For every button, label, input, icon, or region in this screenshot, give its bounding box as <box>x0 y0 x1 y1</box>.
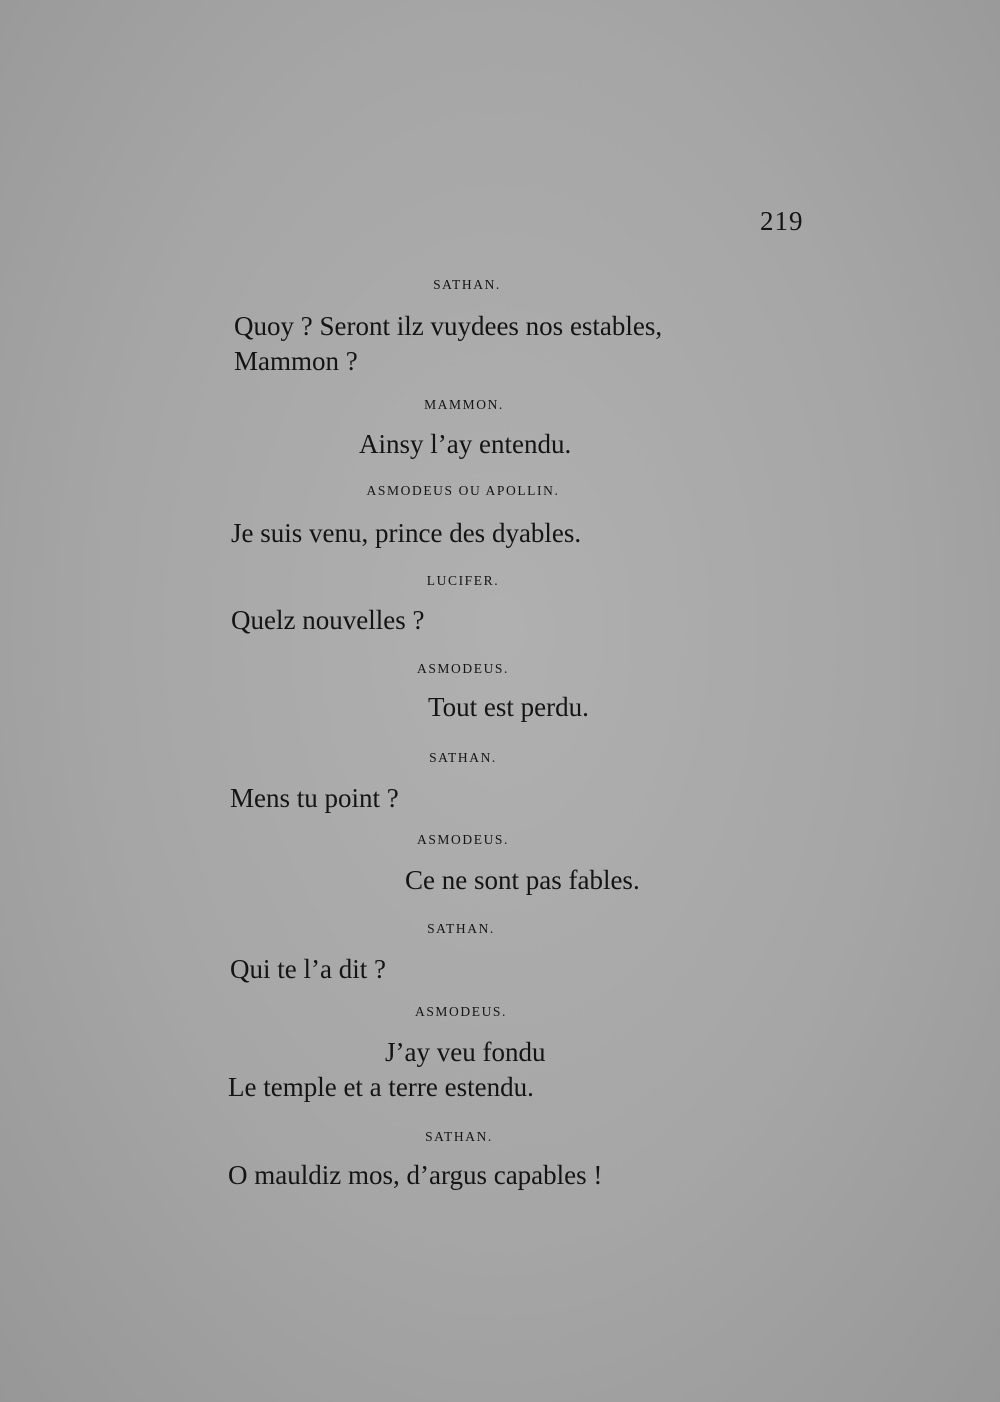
speaker-name: SATHAN. <box>425 1129 493 1144</box>
verse-line: Mammon ? <box>234 346 358 376</box>
verse-line: Qui te l’a dit ? <box>230 954 386 984</box>
speaker-name: ASMODEUS. <box>416 661 510 676</box>
verse-line: Quelz nouvelles ? <box>231 605 425 635</box>
verse-line: Ce ne sont pas fables. <box>405 865 640 895</box>
verse-line: J’ay veu fondu <box>385 1037 546 1067</box>
verse-line: Tout est perdu. <box>428 692 589 722</box>
verse-line: Je suis venu, prince des dyables. <box>231 518 582 548</box>
speaker-name: LUCIFER. <box>426 573 500 588</box>
verse-line: Quoy ? Seront ilz vuydees nos estables, <box>234 311 663 341</box>
speaker-name: ASMODEUS OU APOLLIN. <box>366 483 560 498</box>
speaker-name: SATHAN. <box>429 750 497 765</box>
verse-line: Mens tu point ? <box>230 783 399 813</box>
verse-line: O mauldiz mos, d’argus capables ! <box>228 1160 603 1190</box>
speaker-name: SATHAN. <box>427 921 495 936</box>
speaker-name: SATHAN. <box>433 277 501 292</box>
page-number: 219 <box>760 206 804 236</box>
speaker-name: MAMMON. <box>424 397 504 412</box>
speaker-name: ASMODEUS. <box>416 832 510 847</box>
speaker-name: ASMODEUS. <box>414 1004 508 1019</box>
verse-line: Le temple et a terre estendu. <box>228 1072 534 1102</box>
verse-line: Ainsy l’ay entendu. <box>359 429 572 459</box>
